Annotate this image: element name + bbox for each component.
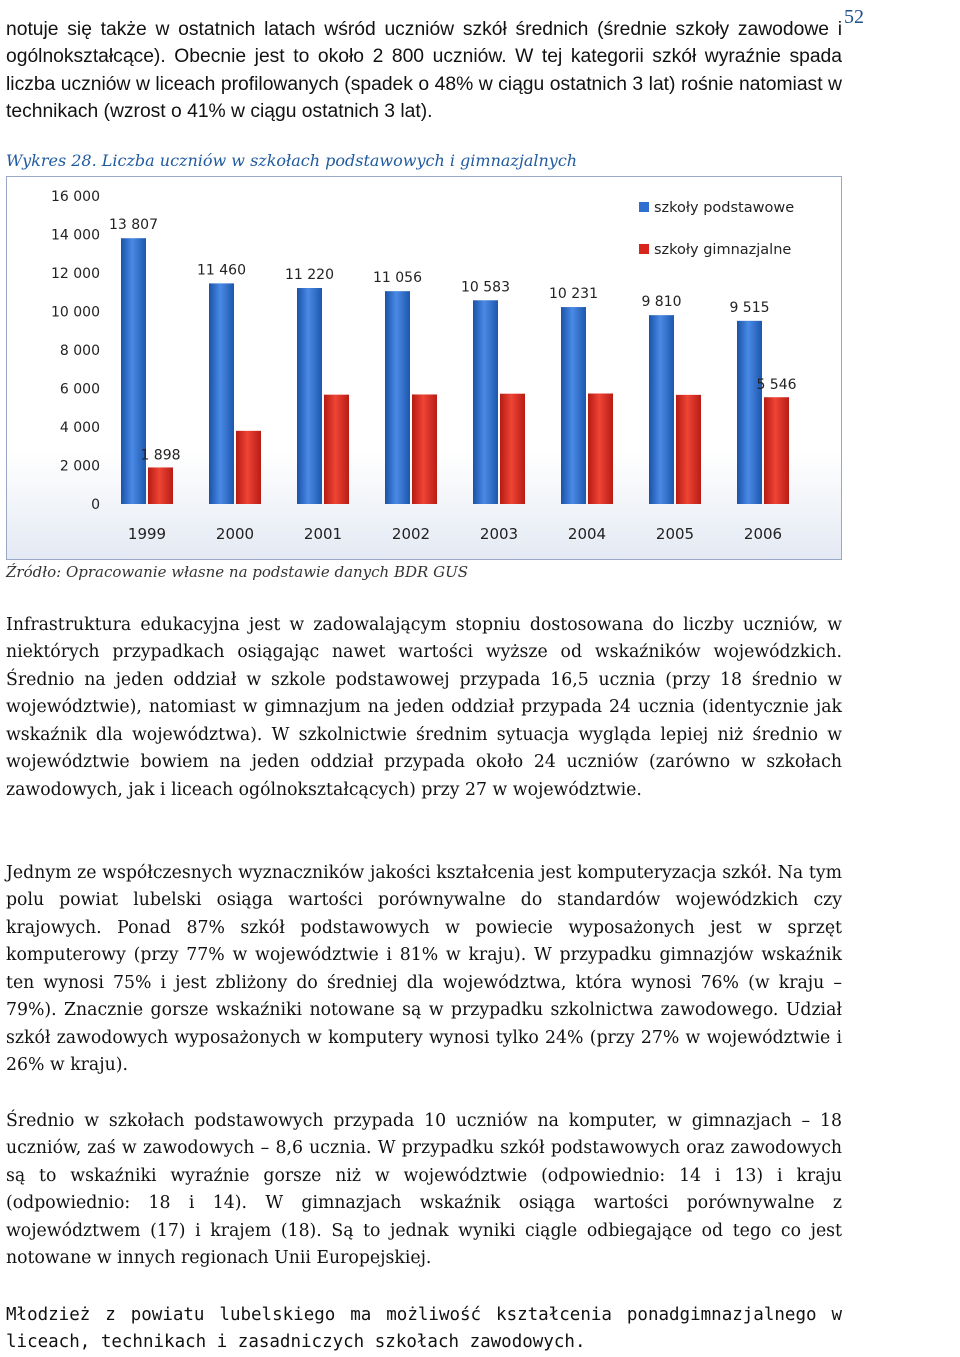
y-tick-label: 2 000 bbox=[59, 458, 100, 475]
bar-chart bbox=[7, 177, 843, 561]
y-tick-label: 10 000 bbox=[51, 304, 100, 321]
data-label: 11 460 bbox=[197, 262, 246, 279]
bar-lower-secondary-2004 bbox=[588, 394, 613, 504]
x-tick-label: 2004 bbox=[567, 525, 607, 543]
data-label: 10 583 bbox=[461, 279, 510, 296]
paragraph-computers-per-student: Średnio w szkołach podstawowych przypada 10 uczniów na komputer, w gimnazjach – 18 uczniów, zaś w zawodowych – 8,6 ucznia. W przypadku szkół podstawowych oraz zawodowych są to wskaźniki wyraźnie gorsze niż w województwie (odpowiednio: 14 i 13) i kraju (odpowiednio: 18 i 14). W gimnazjach wskaźnik osiąga wartości porównywalne z województwem (17) i krajem (18). Są to jednak wyniki ciągle odbiegające od tego co jest notowane w innych regionach Unii Europejskiej. bbox=[6, 1111, 842, 1269]
bar-primary-2005 bbox=[649, 315, 674, 504]
bar-lower-secondary-2000 bbox=[236, 431, 261, 504]
x-tick-label: 2002 bbox=[391, 525, 431, 543]
y-tick-label: 0 bbox=[91, 497, 100, 513]
bar-primary-1999 bbox=[121, 238, 146, 504]
data-label: 10 231 bbox=[549, 286, 598, 303]
data-label: 13 807 bbox=[109, 217, 158, 234]
x-tick-label: 2001 bbox=[303, 525, 343, 543]
data-label: 5 546 bbox=[756, 377, 797, 394]
bar-primary-2003 bbox=[473, 300, 498, 504]
bar-primary-2002 bbox=[385, 291, 410, 504]
paragraph-secondary-education: Młodzież z powiatu lubelskiego ma możliwość kształcenia ponadgimnazjalnego w liceach, technikach i zasadniczych szkołach zawodowych. bbox=[6, 1305, 842, 1352]
data-label: 9 810 bbox=[641, 294, 682, 311]
bar-lower-secondary-2001 bbox=[324, 395, 349, 504]
y-tick-label: 16 000 bbox=[51, 189, 100, 205]
y-tick-label: 4 000 bbox=[59, 420, 100, 436]
bar-primary-2000 bbox=[209, 283, 234, 504]
bar-lower-secondary-2005 bbox=[676, 395, 701, 504]
data-label: 9 515 bbox=[729, 299, 770, 316]
chart-caption: Wykres 28. Liczba uczniów w szkołach podstawowych i gimnazjalnych bbox=[6, 151, 578, 170]
paragraph-computerization: Jednym ze współczesnych wyznaczników jakości kształcenia jest komputeryzacja szkół. Na tym polu powiat lubelski osiąga wartości porównywalne do standardów wojewódzkich czy krajowych. Ponad 87% szkół podstawowych w powiecie wyposażonych jest w sprzęt komputerowy (przy 77% w województwie i 81% w kraju). W przypadku gimnazjów wskaźnik ten wynosi 75% i jest zbliżony do średniej dla województwa, która wynosi 76% (w kraju – 79%). Znacznie gorsze wskaźniki notowane są w przypadku szkolnictwa zawodowego. Udział szkół zawodowych wyposażonych w komputery wynosi tylko 24% (przy 27% w województwie i 26% w kraju). bbox=[6, 863, 842, 1076]
intro-paragraph: notuje się także w ostatnich latach wśród uczniów szkół średnich (średnie szkoły zawodowe i ogólnokształcące). Obecnie jest to około 2 800 uczniów. W tej kategorii szkół wyraźnie spada liczba uczniów w liceach profilowanych (spadek o 48% w ciągu ostatnich 3 lat) rośnie natomiast w technikach (wzrost o 41% w ciągu ostatnich 3 lat). bbox=[6, 19, 842, 122]
data-label: 11 056 bbox=[373, 270, 422, 287]
bar-primary-2004 bbox=[561, 307, 586, 504]
chart-container bbox=[6, 176, 842, 560]
y-tick-label: 14 000 bbox=[51, 227, 100, 244]
legend-label: szkoły gimnazjalne bbox=[654, 242, 792, 258]
bar-lower-secondary-2002 bbox=[412, 394, 437, 504]
page-number: 52 bbox=[844, 6, 864, 28]
x-tick-label: 2005 bbox=[655, 525, 695, 543]
bar-primary-2006 bbox=[737, 321, 762, 504]
bar-lower-secondary-1999 bbox=[148, 467, 173, 504]
legend-swatch bbox=[639, 202, 649, 212]
bar-lower-secondary-2006 bbox=[764, 397, 789, 504]
legend-swatch bbox=[639, 244, 649, 254]
x-tick-label: 2000 bbox=[215, 525, 255, 543]
source-note: Źródło: Opracowanie własne na podstawie danych BDR GUS bbox=[6, 563, 468, 581]
x-tick-label: 2003 bbox=[479, 525, 519, 543]
y-tick-label: 6 000 bbox=[59, 381, 100, 398]
legend-label: szkoły podstawowe bbox=[654, 200, 795, 216]
data-label: 1 898 bbox=[140, 447, 181, 464]
x-tick-label: 1999 bbox=[127, 525, 167, 543]
paragraph-infrastructure: Infrastruktura edukacyjna jest w zadowalającym stopniu dostosowana do liczby uczniów, w niektórych przypadkach osiągając nawet wartości wyższe od wskaźników wojewódzkich. Średnio na jeden oddział w szkole podstawowej przypada 16,5 ucznia (przy 18 średnio w województwie), natomiast w gimnazjum na jeden oddział przypada 24 ucznia (identycznie jak wskaźnik dla województwa). W szkolnictwie średnim sytuacja wygląda lepiej niż średnio w województwie bowiem na jeden oddział przypada około 24 uczniów (zarówno w szkołach zawodowych, jak i liceach ogólnokształcących) przy 27 w województwie. bbox=[6, 615, 842, 800]
y-tick-label: 12 000 bbox=[51, 266, 100, 282]
y-tick-label: 8 000 bbox=[59, 343, 100, 359]
x-tick-label: 2006 bbox=[743, 525, 783, 543]
bar-primary-2001 bbox=[297, 288, 322, 504]
bar-lower-secondary-2003 bbox=[500, 394, 525, 504]
data-label: 11 220 bbox=[285, 267, 334, 284]
